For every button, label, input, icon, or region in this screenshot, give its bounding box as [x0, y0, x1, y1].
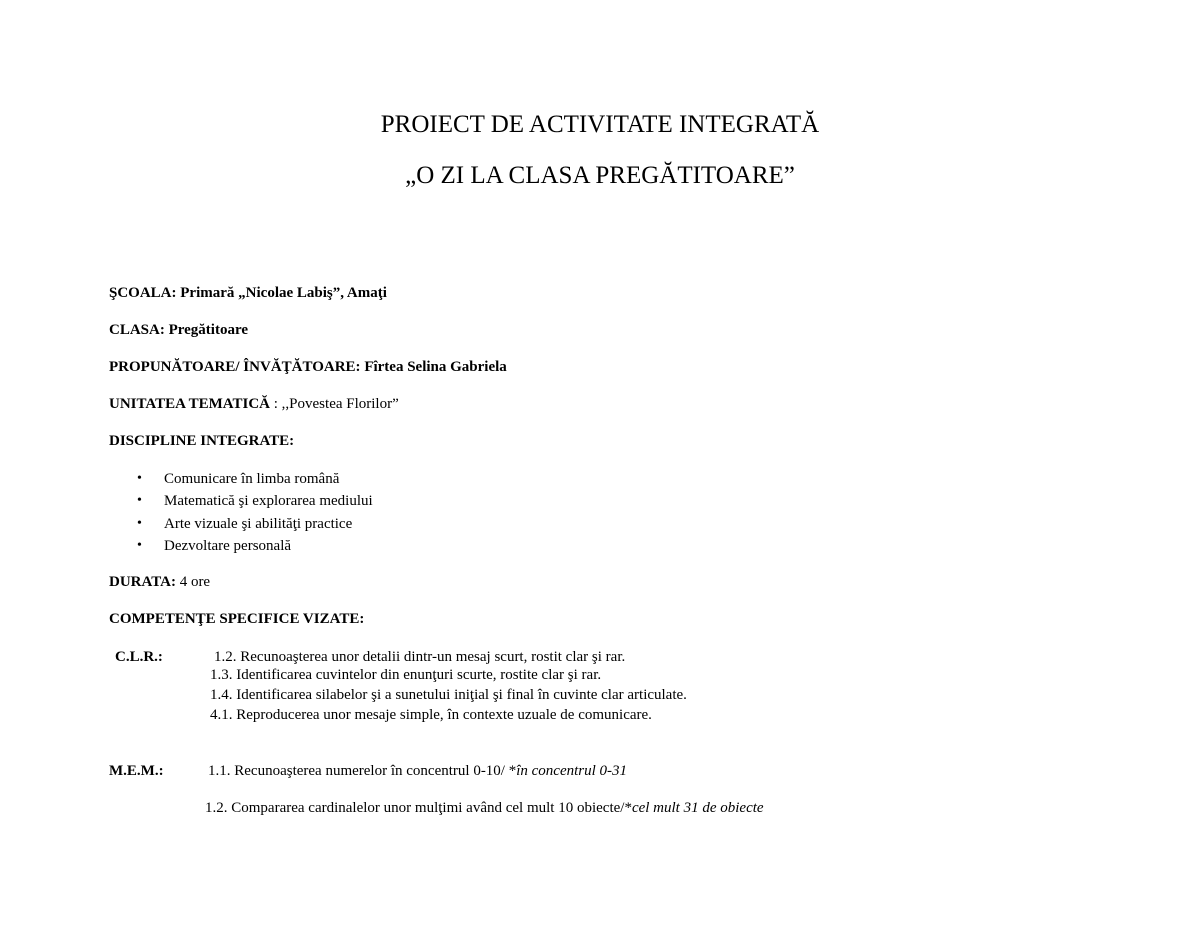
document-subtitle: „O ZI LA CLASA PREGĂTITOARE”: [405, 162, 795, 189]
mem-item: [205, 800, 764, 817]
class-value: Pregătitoare: [168, 322, 249, 338]
duration-label: DURATA:: [109, 574, 176, 590]
mem-item-italic: în concentrul 0-31: [516, 763, 628, 779]
mem-item-text: 1.1. Recunoaşterea numerelor în concentrul 0-10/ *: [208, 763, 517, 779]
clr-label: C.L.R.:: [115, 649, 163, 665]
clr-item: 4.1. Reproducerea unor mesaje simple, în contexte uzuale de comunicare.: [210, 707, 652, 723]
class-label: CLASA:: [109, 322, 165, 338]
list-item: [109, 491, 373, 513]
unit-label: UNITATEA TEMATICĂ: [109, 396, 271, 412]
mem-item: [208, 763, 627, 780]
discipline-text: Dezvoltare personală: [164, 537, 292, 554]
bullet-icon: •: [137, 515, 142, 531]
school-label: ŞCOALA:: [109, 285, 177, 301]
document-title: PROIECT DE ACTIVITATE INTEGRATĂ: [380, 111, 820, 138]
discipline-text: Arte vizuale şi abilităţi practice: [164, 515, 353, 532]
school-line: [109, 285, 387, 302]
disciplines-list: [109, 469, 373, 558]
bullet-icon: •: [137, 471, 142, 486]
discipline-text: Matematică şi explorarea mediului: [164, 493, 373, 510]
duration-value: 4 ore: [179, 574, 211, 590]
mem-item-italic: cel mult 31 de obiecte: [631, 800, 764, 816]
class-line: [109, 322, 248, 339]
teacher-label: PROPUNĂTOARE/ ÎNVĂŢĂTOARE:: [109, 359, 361, 375]
bullet-icon: •: [137, 537, 142, 553]
clr-item: 1.4. Identificarea silabelor şi a sunetului iniţial şi final în cuvinte clar articulate.: [210, 687, 687, 703]
school-value: Primară „Nicolae Labiş”, Amaţi: [180, 285, 387, 301]
discipline-text: Comunicare în limba română: [164, 471, 340, 487]
unit-line: [109, 396, 399, 413]
duration-line: [109, 574, 210, 591]
list-item: [109, 469, 373, 491]
mem-item-text: 1.2. Compararea cardinalelor unor mulţimi având cel mult 10 obiecte/*: [205, 800, 632, 816]
competences-label: COMPETENŢE SPECIFICE VIZATE:: [109, 611, 365, 627]
clr-item: 1.2. Recunoaşterea unor detalii dintr-un mesaj scurt, rostit clar şi rar.: [214, 649, 626, 665]
list-item: [109, 514, 373, 536]
teacher-line: [109, 359, 507, 376]
teacher-value: Fîrtea Selina Gabriela: [364, 359, 507, 375]
clr-item: 1.3. Identificarea cuvintelor din enunţuri scurte, rostite clar şi rar.: [210, 667, 602, 683]
mem-label: M.E.M.:: [109, 763, 164, 779]
list-item: [109, 536, 373, 558]
bullet-icon: •: [137, 493, 142, 509]
unit-value: : ,,Povestea Florilor”: [270, 396, 399, 412]
disciplines-label: DISCIPLINE INTEGRATE:: [109, 433, 295, 449]
